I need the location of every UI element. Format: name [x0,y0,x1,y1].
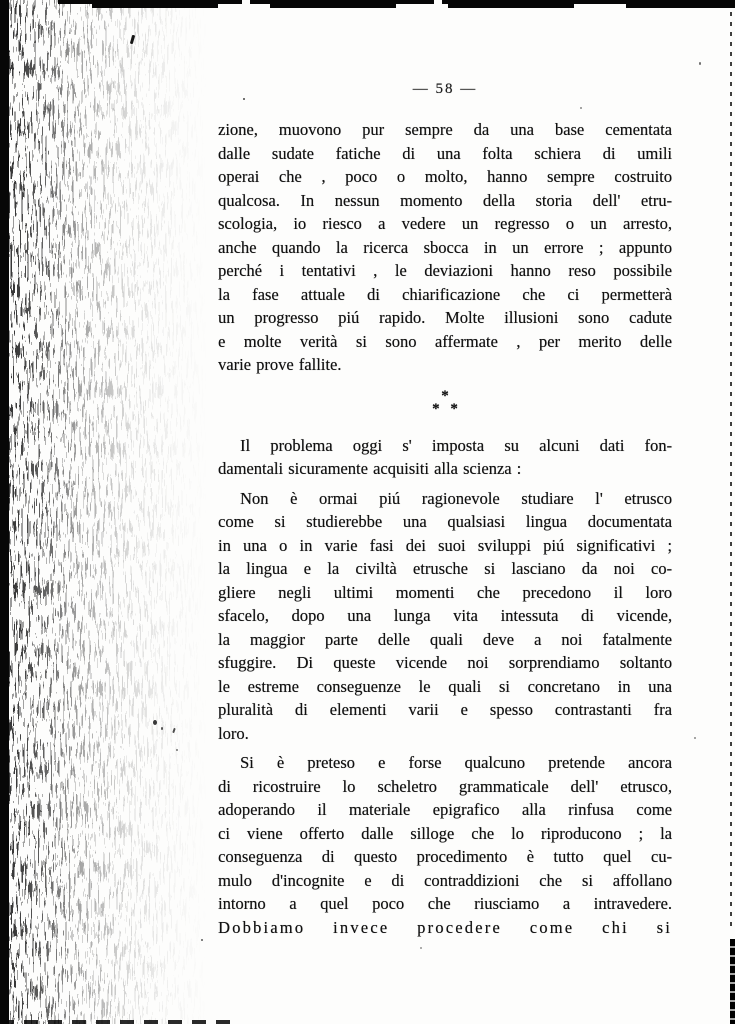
text-line: adoperando il materiale epigrafico alla rinfusa come [218,800,672,819]
text-line: in una o in varie fasi dei suoi sviluppi piú significativi ; [218,535,672,555]
text-line: ci viene offerto dalle silloge che lo riproducono ; la [218,823,672,843]
text-line: la maggior parte delle quali deve a noi fatalmente [218,629,672,649]
text-line: operai che , poco o molto, hanno sempre costruito [218,167,672,186]
scan-speck [201,939,203,941]
scan-speck [176,749,178,751]
text-line: loro. [218,723,249,743]
binding-noise-fade [0,0,210,1024]
paragraph [218,487,672,746]
scan-speck [694,737,696,739]
text-line: gliere negli ultimi momenti che precedono il loro [218,582,672,602]
text-line: la lingua e la civiltà etrusche si lasciano da noi co- [218,559,672,578]
paragraph [218,118,672,377]
text-line: come si studierebbe una qualsiasi lingua documentata [218,512,672,531]
text-line: mulo d'incognite e di contraddizioni che si affollano [218,870,672,890]
text-line: di ricostruire lo scheletro grammaticale dell' etrusco, [218,776,672,796]
text-line: Il problema oggi s' imposta su alcuni dati fon- [240,435,672,455]
paragraph [218,434,672,481]
scan-speck [161,727,163,730]
text-line: Si è preteso e forse qualcuno pretende ancora [240,753,672,772]
text-line: Non è ormai piú ragionevole studiare l' etrusco [240,488,672,508]
scan-speck [420,947,422,949]
scan-speck [580,107,582,109]
text-line: e molte verità si sono affermate , per merito delle [218,331,672,351]
bottom-edge-artifact [0,1020,235,1024]
scan-speck [153,720,157,725]
asterism-bottom: * * [432,400,458,417]
text-line: Dobbiamo invece procedere come chi si [218,917,672,937]
asterism-divider [218,387,672,417]
scan-speck [699,62,701,65]
text-line: la fase attuale di chiarificazione che ci permetterà [218,284,672,304]
binding-edge-bar [0,0,9,1024]
scan-speck [243,98,245,100]
asterism-top: * [441,387,449,404]
right-edge-dotted-line [730,12,732,932]
text-line: pluralità di elementi varii e spesso contrastanti fra [218,700,672,719]
paragraph [218,751,672,939]
text-line: varie prove fallite. [218,355,342,374]
text-line: perché i tentativi , le deviazioni hanno reso possibile [218,261,672,280]
text-line: qualcosa. In nessun momento della storia dell' etru- [218,190,672,210]
text-line: un progresso piú rapido. Molte illusioni sono cadute [218,308,672,327]
page-number: — 58 — [412,81,478,97]
top-edge-artifact [58,0,735,8]
text-line: le estreme conseguenze le quali si concretano in una [218,676,672,696]
text-line: conseguenza di questo procedimento è tutto quel cu- [218,847,672,866]
right-edge-bottom-artifact [730,939,735,1024]
text-line: scologia, io riesco a vedere un regresso o un arresto, [218,214,672,233]
text-line: sfacelo, dopo una lunga vita intessuta di vicende, [218,606,672,625]
text-line: intorno a quel poco che riusciamo a intravedere. [218,894,672,913]
text-block [218,118,672,939]
text-line: anche quando la ricerca sbocca in un errore ; appunto [218,237,672,257]
text-line: damentali sicuramente acquisiti alla scienza : [218,459,522,478]
text-line: sfuggire. Di queste vicende noi sorprendiamo soltanto [218,653,672,672]
text-line: zione, muovono pur sempre da una base cementata [218,120,672,139]
text-line: dalle sudate fatiche di una folta schiera di umili [218,143,672,163]
